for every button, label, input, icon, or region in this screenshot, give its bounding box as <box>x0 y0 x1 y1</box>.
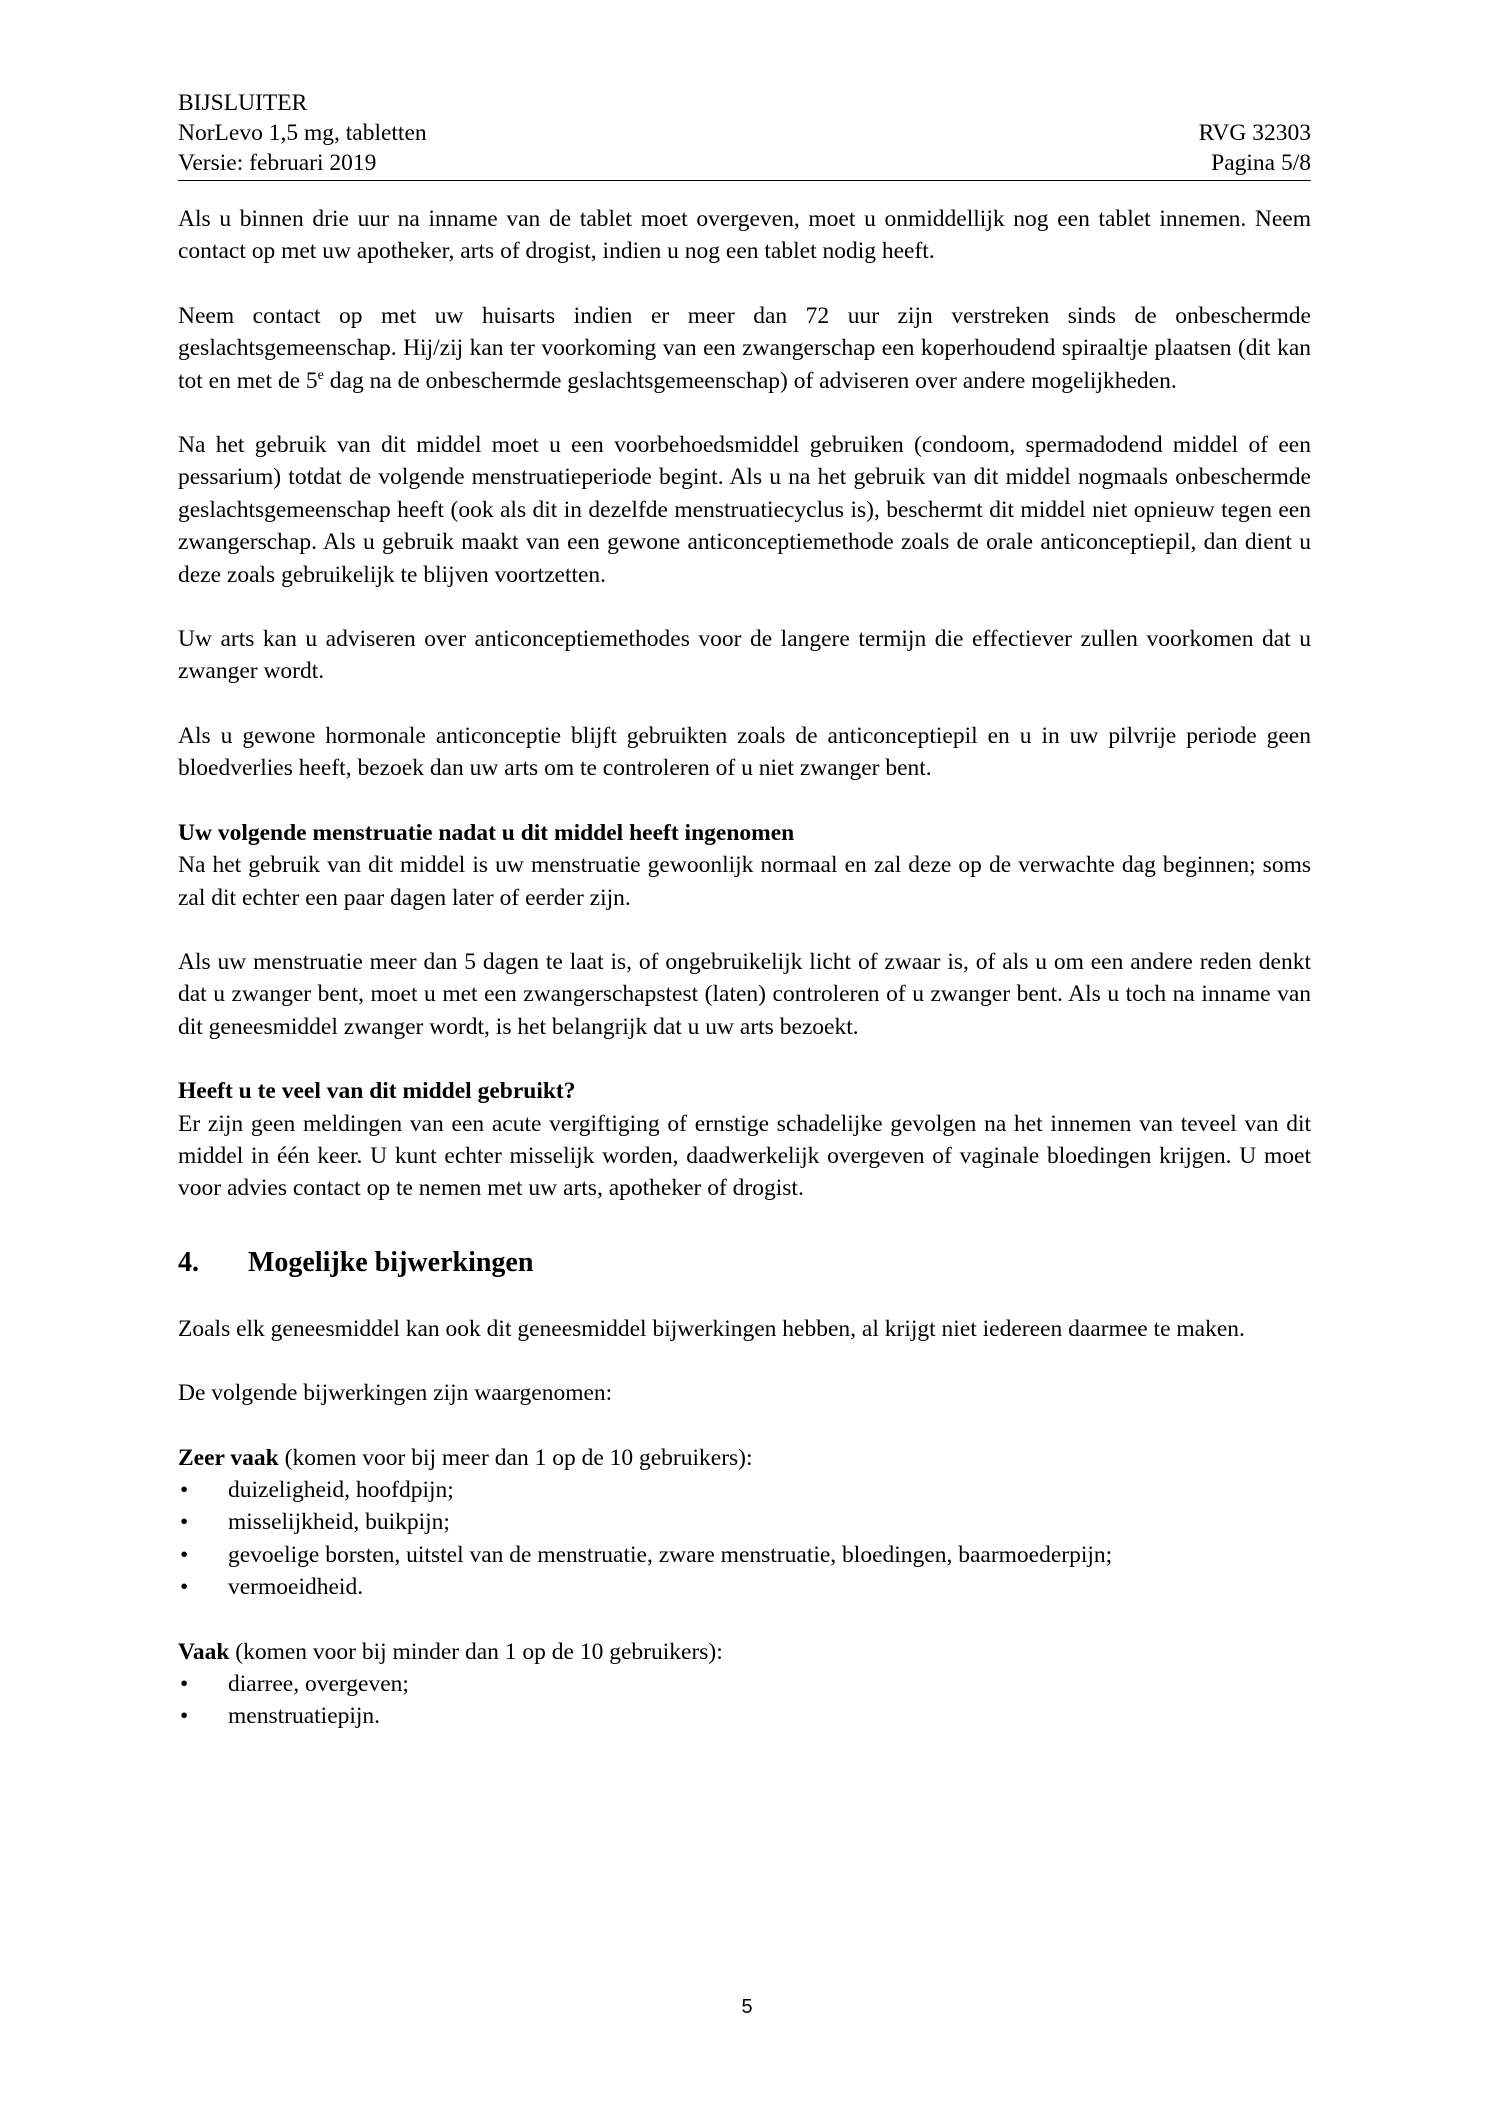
paragraph-menstruation-normal: Na het gebruik van dit middel is uw menstruatie gewoonlijk normaal en zal deze op de verwachte dag beginnen; soms zal dit echter een paar dagen later of eerder zijn. <box>178 852 1311 911</box>
list-item-text: menstruatiepijn. <box>228 1703 381 1730</box>
page-number: 5 <box>741 1996 753 2018</box>
header-row-product <box>178 118 1311 148</box>
list-very-common <box>178 1474 1311 1604</box>
bullet-icon: • <box>180 1476 189 1503</box>
frequency-very-common <box>178 1442 1311 1474</box>
list-item-text: misselijkheid, buikpijn; <box>228 1509 450 1536</box>
heading-next-menstruation: Uw volgende menstruatie nadat u dit middel heeft ingenomen <box>178 819 795 846</box>
header-row-version <box>178 148 1311 178</box>
list-item <box>178 1506 1311 1538</box>
paragraph-side-effects-intro: Zoals elk geneesmiddel kan ook dit geneesmiddel bijwerkingen hebben, al krijgt niet iedereen daarmee te maken. <box>178 1315 1245 1342</box>
section-number: 4. <box>178 1246 199 1278</box>
list-item <box>178 1539 1311 1571</box>
paragraph-hormonal-contraception: Als u gewone hormonale anticonceptie blijft gebruikten zoals de anticonceptiepil en u in uw pilvrije periode geen bloedverlies heeft, bezoek dan uw arts om te controleren of u niet zwanger bent. <box>178 722 1311 782</box>
list-item <box>178 1668 1311 1700</box>
frequency-desc: (komen voor bij minder dan 1 op de 10 gebruikers): <box>229 1638 723 1665</box>
bullet-icon: • <box>180 1574 189 1601</box>
page-indicator: Pagina 5/8 <box>1211 150 1311 176</box>
frequency-common <box>178 1636 1311 1668</box>
page-header <box>178 88 1311 181</box>
paragraph-overdose: Er zijn geen meldingen van een acute vergiftiging of ernstige schadelijke gevolgen na het innemen van teveel van dit middel in één keer. U kunt echter misselijk worden, daadwerkelijk overgeven of vaginale bloedingen krijgen. U moet voor advies contact op te nemen met uw arts, apotheker of drogist. <box>178 1110 1311 1202</box>
doc-type: BIJSLUITER <box>178 90 308 116</box>
bullet-icon: • <box>180 1703 189 1730</box>
paragraph-72-hours <box>178 300 1311 397</box>
paragraph-vomiting: Als u binnen drie uur na inname van de tablet moet overgeven, moet u onmiddellijk nog een tablet innemen. Neem contact op met uw apotheker, arts of drogist, indien u nog een tablet nodig heeft. <box>178 206 1311 265</box>
paragraph-72-hours-part1: Neem contact op met uw huisarts indien er meer dan 72 uur zijn verstreken sinds de onbeschermde geslachtsgemeenschap. Hij/zij kan ter voorkoming van een zwangerschap een koperhoudend spiraaltje plaatsen (dit kan tot en met de 5 <box>178 302 1311 394</box>
section-4-title <box>178 1245 1311 1281</box>
paragraph-contraceptive-use: Na het gebruik van dit middel moet u een voorbehoedsmiddel gebruiken (condoom, spermadodend middel of een pessarium) totdat de volgende menstruatieperiode begint. Als u na het gebruik van dit middel nogmaals onbeschermde geslachtsgemeenschap heeft (ook als dit in dezelfde menstruatiecyclus is), beschermt dit middel niet opnieuw tegen een zwangerschap. Als u gebruik maakt van een gewone anticonceptiemethode zoals de orale anticonceptiepil, dan dient u deze zoals gebruikelijk te blijven voortzetten. <box>178 432 1311 588</box>
rvg-number: RVG 32303 <box>1198 120 1311 146</box>
list-item-text: duizeligheid, hoofdpijn; <box>228 1476 454 1503</box>
leaflet-page <box>178 88 1311 1733</box>
paragraph-observed: De volgende bijwerkingen zijn waargenomen: <box>178 1380 613 1407</box>
frequency-label: Vaak <box>178 1638 230 1665</box>
frequency-desc: (komen voor bij meer dan 1 op de 10 gebruikers): <box>278 1444 753 1471</box>
list-item <box>178 1474 1311 1506</box>
list-item-text: vermoeidheid. <box>228 1574 364 1601</box>
list-item <box>178 1700 1311 1732</box>
product-name: NorLevo 1,5 mg, tabletten <box>178 120 427 146</box>
paragraph-72-hours-part2: dag na de onbeschermde geslachtsgemeenschap) of adviseren over andere mogelijkheden. <box>323 367 1177 394</box>
frequency-label: Zeer vaak <box>178 1444 279 1471</box>
list-item-text: diarree, overgeven; <box>228 1671 409 1697</box>
list-item <box>178 1571 1311 1603</box>
list-item-text: gevoelige borsten, uitstel van de menstruatie, zware menstruatie, bloedingen, baarmoederpijn; <box>228 1541 1113 1568</box>
paragraph-long-term-advice: Uw arts kan u adviseren over anticonceptiemethodes voor de langere termijn die effectiever zullen voorkomen dat u zwanger wordt. <box>178 626 1311 685</box>
heading-overdose: Heeft u te veel van dit middel gebruikt? <box>178 1078 576 1105</box>
list-common <box>178 1668 1311 1733</box>
bullet-icon: • <box>180 1541 189 1568</box>
bullet-icon: • <box>180 1671 189 1697</box>
paragraph-late-menstruation: Als uw menstruatie meer dan 5 dagen te laat is, of ongebruikelijk licht of zwaar is, of als u om een andere reden denkt dat u zwanger bent, moet u met een zwangerschapstest (laten) controleren of u zwanger bent. Als u toch na inname van dit geneesmiddel zwanger wordt, is het belangrijk dat u uw arts bezoekt. <box>178 948 1311 1040</box>
superscript-e: e <box>317 367 324 383</box>
bullet-icon: • <box>180 1509 189 1536</box>
section-title: Mogelijke bijwerkingen <box>248 1246 534 1278</box>
version-date: Versie: februari 2019 <box>178 150 377 176</box>
